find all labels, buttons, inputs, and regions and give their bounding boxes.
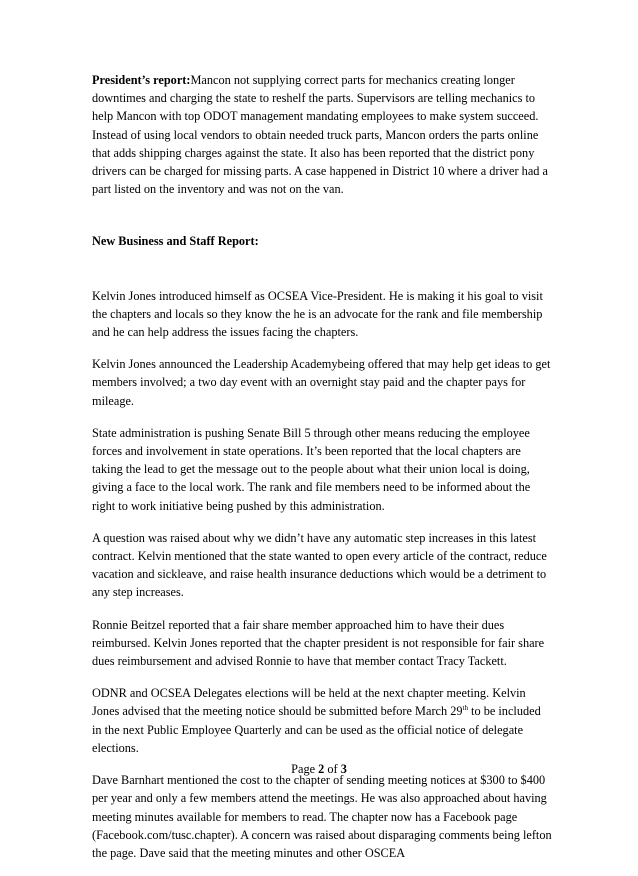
president-report-text: Mancon not supplying correct parts for mechanics creating longer downtimes and charging the state to reshelf the parts. Supervisors are telling mechanics to help Mancon with top ODOT management mandating employees to make system succeed. Instead of using local vendors to obtain needed truck parts, Mancon orders the parts online that adds shipping charges against the state. It also has been reported that the district pony drivers can be charged for missing parts. A case happened in District 10 where a driver had a part listed on the inventory and was not on the van. xyxy=(92,73,548,197)
delegates-text-before: ODNR and OCSEA Delegates elections will be held at the next chapter meeting. Kelvin Jones advised that the meeting notice should be submitted before March 29 xyxy=(92,686,526,719)
paragraph-delegates xyxy=(92,684,552,757)
page-footer xyxy=(0,762,638,777)
president-report-paragraph xyxy=(92,71,552,198)
delegates-text-after: to be included in the next Public Employee Quarterly and can be used as the official notice of delegate elections. xyxy=(92,704,541,755)
paragraph-step-increases: A question was raised about why we didn’t have any automatic step increases in this latest contract. Kelvin mentioned that the state wanted to open every article of the contract, reduce vacation and sickleave, and raise health insurance deductions which would be a detriment to any step increases. xyxy=(92,530,547,600)
footer-of-word: of xyxy=(324,762,341,776)
paragraph-kelvin-intro: Kelvin Jones introduced himself as OCSEA Vice-President. He is making it his goal to visit the chapters and locals so they know the he is an advocate for the rank and file membership and he can help address the issues facing the chapters. xyxy=(92,288,543,340)
footer-current-page: 2 xyxy=(318,762,325,776)
document-body xyxy=(92,71,552,876)
new-business-heading: New Business and Staff Report: xyxy=(92,234,259,249)
paragraph-fair-share: Ronnie Beitzel reported that a fair share member approached him to have their dues reimbursed. Kelvin Jones reported that the chapter president is not responsible for fair share dues reimbursement and advised Ronnie to have that member contact Tracy Tackett. xyxy=(92,617,545,669)
footer-total-pages: 3 xyxy=(340,762,347,776)
paragraph-senate-bill: State administration is pushing Senate Bill 5 through other means reducing the employee forces and involvement in state operations. It’s been reported that the local chapters are taking the lead to get the message out to the people about what their union local is doing, giving a face to the local work. The rank and file members need to be informed about the right to work initiative being pushed by this administration. xyxy=(92,425,531,513)
paragraph-leadership-academy: Kelvin Jones announced the Leadership Academybeing offered that may help get ideas to get members involved; a two day event with an overnight stay paid and the chapter pays for mileage. xyxy=(92,357,551,408)
delegates-superscript: th xyxy=(462,704,468,713)
paragraph-meeting-notices: Dave Barnhart mentioned the cost to the chapter of sending meeting notices at $300 to $400 per year and only a few members attend the meetings. He was also approached about having meeting minutes available for members to read. The chapter now has a Facebook page (Facebook.com/tusc.chapter). A concern was raised about disparaging comments being lefton the page. Dave said that the meeting minutes and other OSCEA xyxy=(92,773,552,860)
footer-page-word: Page xyxy=(291,762,319,776)
president-report-label: President’s report: xyxy=(92,73,191,87)
